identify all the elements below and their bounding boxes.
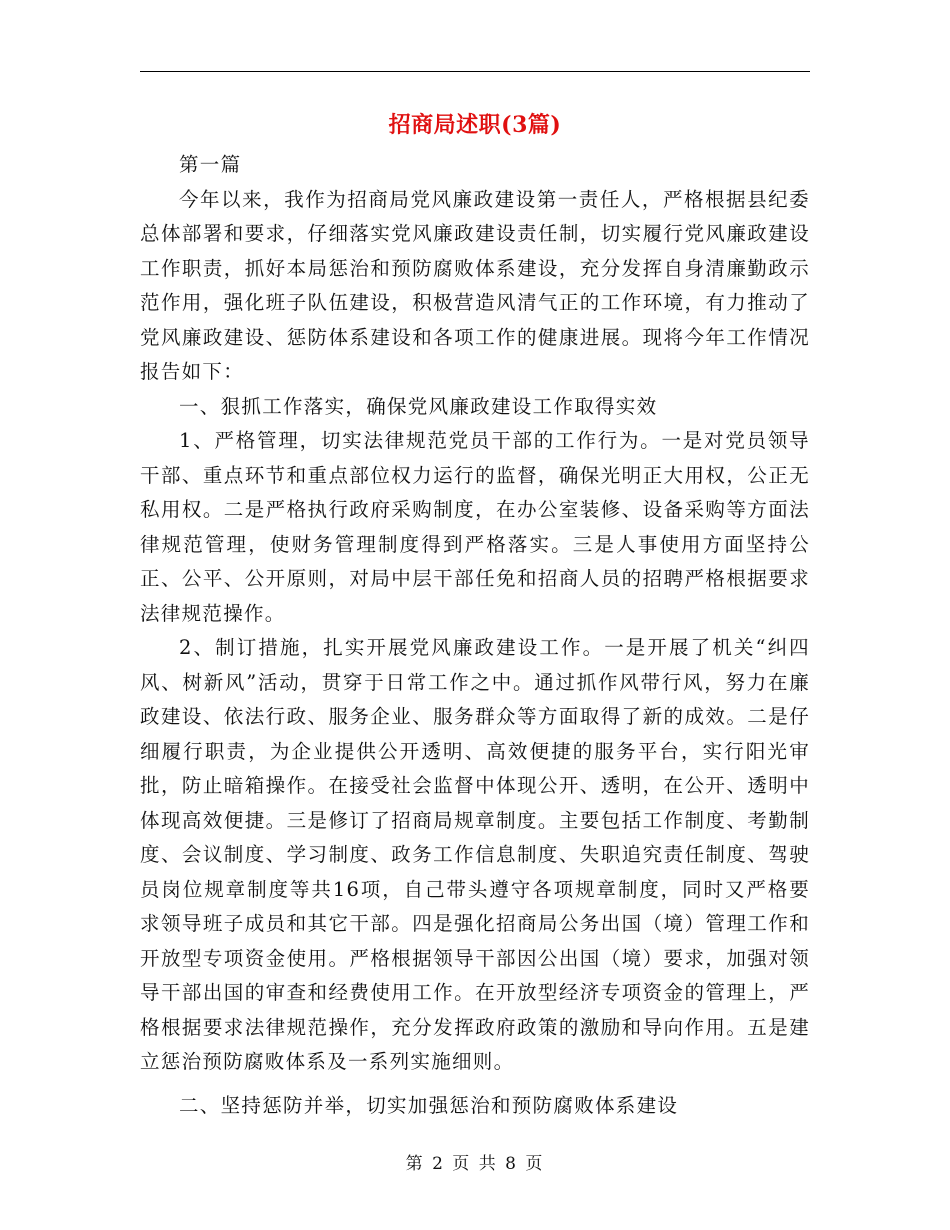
page-number-footer: 第 2 页 共 8 页 — [405, 1154, 545, 1174]
item-paragraph-1: 1、严格管理，切实法律规范党员干部的工作行为。一是对党员领导干部、重点环节和重点部位权力运行的监督，确保光明正大用权，公正无私用权。二是严格执行政府采购制度，在办公室装修、设备采购等方面法律规范管理，使财务管理制度得到严格落实。三是人事使用方面坚持公正、公平、公开原则，对局中层干部任免和招商人员的招聘严格根据要求法律规范操作。 — [140, 429, 810, 625]
section-heading-1: 一、狠抓工作落实，确保党风廉政建设工作取得实效 — [179, 394, 658, 418]
intro-paragraph: 今年以来，我作为招商局党风廉政建设第一责任人，严格根据县纪委总体部署和要求，仔细落实党风廉政建设责任制，切实履行党风廉政建设工作职责，抓好本局惩治和预防腐败体系建设，充分发挥自身清廉勤政示范作用，强化班子队伍建设，积极营造风清气正的工作环境，有力推动了党风廉政建设、惩防体系建设和各项工作的健康进展。现将今年工作情况报告如下： — [140, 187, 810, 383]
item-paragraph-2: 2、制订措施，扎实开展党风廉政建设工作。一是开展了机关“纠四风、树新风”活动，贯穿于日常工作之中。通过抓作风带行风，努力在廉政建设、依法行政、服务企业、服务群众等方面取得了新的成效。二是仔细履行职责，为企业提供公开透明、高效便捷的服务平台，实行阳光审批，防止暗箱操作。在接受社会监督中体现公开、透明，在公开、透明中体现高效便捷。三是修订了招商局规章制度。主要包括工作制度、考勤制度、会议制度、学习制度、政务工作信息制度、失职追究责任制度、驾驶员岗位规章制度等共16项，自己带头遵守各项规章制度，同时又严格要求领导班子成员和其它干部。四是强化招商局公务出国（境）管理工作和开放型专项资金使用。严格根据领导干部因公出国（境）要求，加强对领导干部出国的审查和经费使用工作。在开放型经济专项资金的管理上，严格根据要求法律规范操作，充分发挥政府政策的激励和导向作用。五是建立惩治预防腐败体系及一系列实施细则。 — [140, 636, 810, 1073]
document-title: 招商局述职(3篇) — [388, 112, 562, 138]
section-heading-2: 二、坚持惩防并举，切实加强惩治和预防腐败体系建设 — [179, 1093, 679, 1117]
section-heading-part-one: 第一篇 — [179, 153, 242, 176]
header-rule — [140, 71, 810, 72]
document-body — [140, 148, 810, 1123]
